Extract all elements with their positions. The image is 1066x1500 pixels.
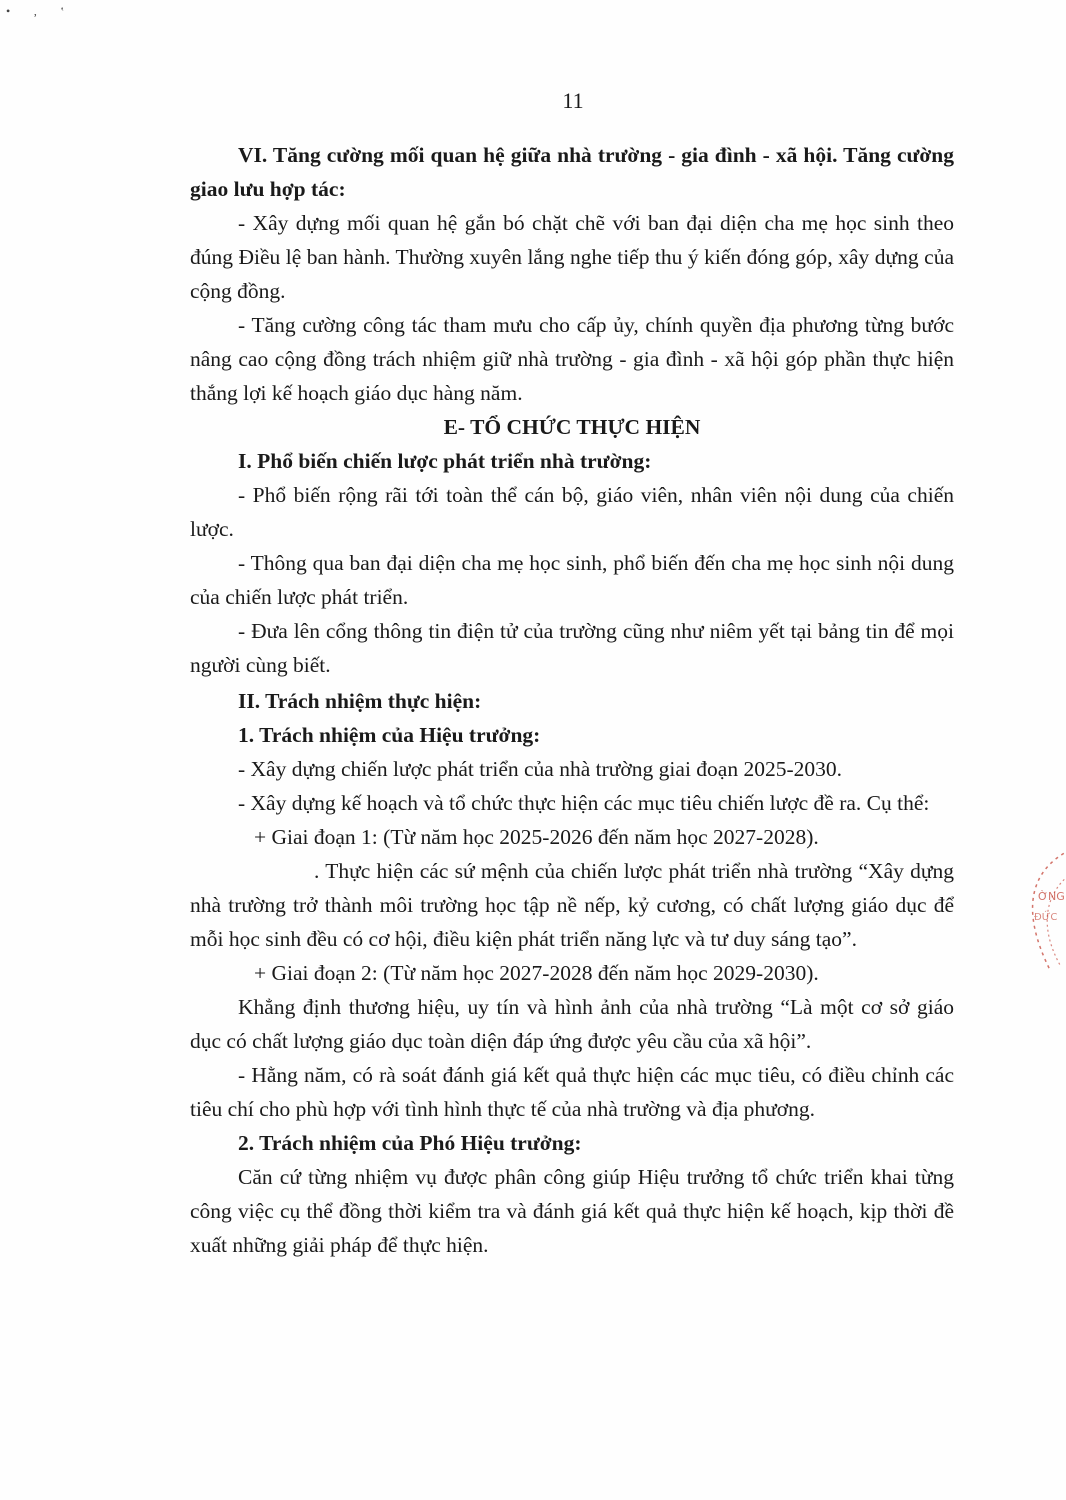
section-vi-item-1: - Xây dựng mối quan hệ gắn bó chặt chẽ với ban đại diện cha mẹ học sinh theo đúng Điều lệ ban hành. Thường xuyên lắng nghe tiếp thu ý kiến đóng góp, xây dựng của cộng đồng. — [190, 211, 954, 303]
part-ii-heading: II. Trách nhiệm thực hiện: — [238, 689, 482, 713]
part-i-heading: I. Phổ biến chiến lược phát triển nhà trường: — [238, 449, 652, 473]
part-i-item-3: - Đưa lên cổng thông tin điện tử của trường cũng như niêm yết tại bảng tin để mọi người cùng biết. — [190, 619, 954, 677]
phase-1: + Giai đoạn 1: (Từ năm học 2025-2026 đến năm học 2027-2028). — [254, 825, 819, 849]
phase-1-detail: . Thực hiện các sứ mệnh của chiến lược phát triển nhà trường “Xây dựng nhà trường trở thành môi trường học tập nề nếp, kỷ cương, có chất lượng giáo dục để mỗi học sinh đều có cơ hội, điều kiện phát triển năng lực và tư duy sáng tạo”. — [190, 859, 954, 951]
principal-item-3: - Hằng năm, có rà soát đánh giá kết quả thực hiện các mục tiêu, có điều chỉnh các tiêu chí cho phù hợp với tình hình thực tế của nhà trường và địa phương. — [190, 1063, 954, 1121]
vice-principal-text: Căn cứ từng nhiệm vụ được phân công giúp Hiệu trưởng tổ chức triển khai từng công việc cụ thể đồng thời kiểm tra và đánh giá kết quả thực hiện kế hoạch, kịp thời đề xuất những giải pháp để thực hiện. — [190, 1165, 954, 1257]
svg-text:ĐỨC: ĐỨC — [1034, 912, 1058, 923]
section-vi-heading: VI. Tăng cường mối quan hệ giữa nhà trường - gia đình - xã hội. Tăng cường giao lưu hợp tác: — [190, 143, 954, 201]
seal-stamp-icon — [1010, 840, 1066, 980]
document-body — [190, 138, 954, 1262]
phase-2: + Giai đoạn 2: (Từ năm học 2027-2028 đến năm học 2029-2030). — [254, 961, 819, 985]
principal-item-2: - Xây dựng kế hoạch và tổ chức thực hiện các mục tiêu chiến lược đề ra. Cụ thể: — [238, 791, 930, 815]
section-e-title: E- TỔ CHỨC THỰC HIỆN — [443, 415, 701, 439]
svg-text:ỜNG: ỜNG — [1038, 890, 1065, 903]
phase-2-detail: Khẳng định thương hiệu, uy tín và hình ảnh của nhà trường “Là một cơ sở giáo dục có chất lượng giáo dục toàn diện đáp ứng được yêu cầu của xã hội”. — [190, 995, 954, 1053]
part-i-item-1: - Phổ biến rộng rãi tới toàn thể cán bộ, giáo viên, nhân viên nội dung của chiến lược. — [190, 483, 954, 541]
principal-item-1: - Xây dựng chiến lược phát triển của nhà trường giai đoạn 2025-2030. — [238, 757, 842, 781]
page-number: 11 — [562, 88, 584, 113]
section-vi-item-2: - Tăng cường công tác tham mưu cho cấp ủy, chính quyền địa phương từng bước nâng cao cộng đồng trách nhiệm giữ nhà trường - gia đình - xã hội góp phần thực hiện thắng lợi kế hoạch giáo dục hàng năm. — [190, 313, 954, 405]
principal-heading: 1. Trách nhiệm của Hiệu trưởng: — [238, 723, 541, 747]
part-i-item-2: - Thông qua ban đại diện cha mẹ học sinh, phổ biến đến cha mẹ học sinh nội dung của chiến lược phát triển. — [190, 551, 954, 609]
scan-marks: • ‚ ‛ — [6, 4, 75, 18]
vice-principal-heading: 2. Trách nhiệm của Phó Hiệu trưởng: — [238, 1131, 582, 1155]
